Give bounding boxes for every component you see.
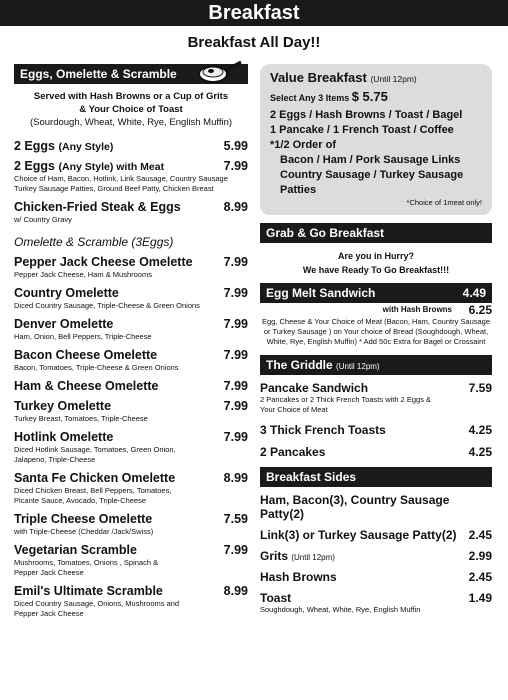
item-desc: w/ Country Gravy xyxy=(14,215,72,224)
subtitle: Breakfast All Day!! xyxy=(187,34,321,51)
item-name: Santa Fe Chicken Omelette xyxy=(14,471,176,485)
egg-melt-band xyxy=(260,283,492,303)
menu-item xyxy=(14,512,248,537)
menu-item xyxy=(14,543,248,578)
item-price: 7.99 xyxy=(223,255,248,269)
item-price: 7.99 xyxy=(223,348,248,362)
value-hours: (Until 12pm) xyxy=(370,74,417,84)
item-price: 5.99 xyxy=(223,139,248,153)
item-name: 2 Eggs xyxy=(14,139,55,153)
item-desc: Diced Country Sausage, Triple-Cheese & Green Onions xyxy=(14,301,200,310)
item-desc: Diced Country Sausage, Onions, Mushrooms and Pepper Jack Cheese xyxy=(14,599,180,618)
item-desc: Turkey Breast, Tomatoes, Triple-Cheese xyxy=(14,414,148,423)
item-desc: Soughdough, Wheat, White, Rye, English Muffin xyxy=(260,605,421,614)
grab-line: We have Ready To Go Breakfast!!! xyxy=(302,265,450,275)
menu-item xyxy=(260,549,492,563)
menu-item xyxy=(14,139,248,153)
value-choice-note: *Choice of 1meat only! xyxy=(406,198,482,207)
value-title: Value Breakfast xyxy=(270,70,367,85)
egg-melt-desc: Egg, Cheese & Your Choice of Meat (Bacon, Ham, Country Sausage or Turkey Sausage ) on Your choice of Bread (Soughdough, Wheat, White, Rye, English Muffin) * Add 50c Extra for Bagel or Crossaint xyxy=(261,317,491,346)
value-line: *1/2 Order of xyxy=(270,139,337,151)
item-name: Turkey Omelette xyxy=(14,399,112,413)
item-price: 2.45 xyxy=(468,528,492,542)
value-select: Select Any 3 Items xyxy=(270,93,350,103)
item-price: 8.99 xyxy=(223,200,248,214)
item-desc: Pepper Jack Cheese, Ham & Mushrooms xyxy=(14,270,152,279)
value-line: 1 Pancake / 1 French Toast / Coffee xyxy=(270,124,454,136)
item-name: Chicken-Fried Steak & Eggs xyxy=(14,200,181,214)
menu-item xyxy=(14,200,248,225)
item-hours: (Until 12pm) xyxy=(291,553,335,562)
item-price: 7.99 xyxy=(223,379,248,393)
item-name: Bacon Cheese Omelette xyxy=(14,348,158,362)
menu-item xyxy=(14,471,248,506)
egg-melt-sub-label: with Hash Browns xyxy=(382,305,452,314)
item-paren: (Any Style) with Meat xyxy=(58,161,165,173)
menu-item xyxy=(14,159,248,194)
item-name: Ham & Cheese Omelette xyxy=(14,379,159,393)
value-line: Country Sausage / Turkey Sausage Patties xyxy=(280,169,464,196)
note-line: & Your Choice of Toast xyxy=(79,104,183,115)
menu-item xyxy=(14,317,248,342)
page-title: Breakfast xyxy=(0,0,508,26)
item-price: 8.99 xyxy=(223,471,248,485)
item-price: 7.99 xyxy=(223,286,248,300)
menu-item xyxy=(14,255,248,280)
item-name: Vegetarian Scramble xyxy=(14,543,137,557)
item-name: Hash Browns xyxy=(260,570,337,584)
menu-item xyxy=(260,591,492,615)
omelette-heading: Omelette & Scramble (3Eggs) xyxy=(14,235,174,249)
egg-melt-sub-price: 6.25 xyxy=(468,303,492,317)
item-price: 4.25 xyxy=(468,423,492,437)
item-name: 2 Pancakes xyxy=(260,445,326,459)
item-price: 2.99 xyxy=(468,549,492,563)
item-name: Triple Cheese Omelette xyxy=(14,512,153,526)
grab-go-text xyxy=(260,249,492,277)
egg-melt-price: 4.49 xyxy=(462,286,486,300)
value-line: 2 Eggs / Hash Browns / Toast / Bagel xyxy=(270,109,463,121)
menu-item xyxy=(14,379,248,393)
item-name: Ham, Bacon(3), Country Sausage Patty(2) xyxy=(260,493,450,521)
item-name: Denver Omelette xyxy=(14,317,114,331)
item-price: 7.99 xyxy=(223,399,248,413)
menu-item xyxy=(14,399,248,424)
item-price: 7.99 xyxy=(223,159,248,173)
left-column xyxy=(14,64,248,619)
item-name: Pancake Sandwich xyxy=(260,381,369,395)
menu-item xyxy=(14,286,248,311)
note-line: (Sourdough, Wheat, White, Rye, English Muffin) xyxy=(29,117,233,128)
menu-item xyxy=(260,493,492,521)
menu-item xyxy=(14,430,248,465)
menu-item xyxy=(260,445,492,459)
item-name: Emil's Ultimate Scramble xyxy=(14,584,163,598)
served-with-note xyxy=(14,90,248,129)
item-name: 3 Thick French Toasts xyxy=(260,423,386,437)
griddle-hours: (Until 12pm) xyxy=(336,362,380,371)
item-name: Pepper Jack Cheese Omelette xyxy=(14,255,193,269)
grab-go-band: Grab & Go Breakfast xyxy=(260,223,492,243)
item-name: Grits xyxy=(260,549,289,563)
item-desc: Bacon, Tomatoes, Triple-Cheese & Green Onions xyxy=(14,363,179,372)
item-desc: Diced Hotlink Sausage, Tomatoes, Green Onion, Jalapeno, Triple-Cheese xyxy=(14,445,176,464)
menu-item xyxy=(260,570,492,584)
frying-pan-icon xyxy=(196,56,242,86)
item-desc: 2 Pancakes or 2 Thick French Toasts with 2 Eggs & Your Choice of Meat xyxy=(260,395,432,414)
grab-line: Are you in Hurry? xyxy=(337,251,414,261)
egg-melt-sub xyxy=(260,303,492,317)
item-price: 7.99 xyxy=(223,317,248,331)
item-paren: (Any Style) xyxy=(58,141,114,153)
value-price: $ 5.75 xyxy=(351,89,388,104)
value-breakfast-box xyxy=(260,64,492,215)
item-name: Hotlink Omelette xyxy=(14,430,114,444)
right-column xyxy=(260,64,492,615)
value-line: Bacon / Ham / Pork Sausage Links xyxy=(280,154,461,166)
item-price: 2.45 xyxy=(468,570,492,584)
item-desc: Mushrooms, Tomatoes, Onions , Spinach & Pepper Jack Cheese xyxy=(14,558,159,577)
item-price: 7.99 xyxy=(223,430,248,444)
menu-item xyxy=(14,584,248,619)
menu-item xyxy=(14,348,248,373)
item-price: 8.99 xyxy=(223,584,248,598)
item-price: 7.59 xyxy=(468,381,492,395)
item-price: 4.25 xyxy=(468,445,492,459)
eggs-band-label: Eggs, Omelette & Scramble xyxy=(20,67,177,81)
item-desc: Diced Chicken Breast, Bell Peppers, Tomatoes, Picante Sauce, Avocado, Triple-Cheese xyxy=(14,486,172,505)
egg-melt-label: Egg Melt Sandwich xyxy=(266,286,376,300)
eggs-band xyxy=(14,64,248,84)
item-desc: with Triple-Cheese (Cheddar /Jack/Swiss) xyxy=(14,527,154,536)
item-name: Toast xyxy=(260,591,292,605)
griddle-label: The Griddle xyxy=(266,358,333,372)
menu-item xyxy=(260,423,492,437)
sides-band: Breakfast Sides xyxy=(260,467,492,487)
item-name: Link(3) or Turkey Sausage Patty(2) xyxy=(260,528,457,542)
note-line: Served with Hash Browns or a Cup of Grits xyxy=(33,91,229,102)
item-name: Country Omelette xyxy=(14,286,119,300)
griddle-band xyxy=(260,355,492,375)
menu-item xyxy=(260,528,492,542)
item-price: 1.49 xyxy=(468,591,492,605)
item-price: 7.59 xyxy=(223,512,248,526)
item-desc: Choice of Ham, Bacon, Hotlink, Link Sausage, Country Sausage Turkey Sausage Patties, Ground Beef Patty, Chicken Breast xyxy=(14,174,228,193)
item-price: 7.99 xyxy=(223,543,248,557)
item-desc: Ham, Onion, Bell Peppers, Triple-Cheese xyxy=(14,332,152,341)
menu-item xyxy=(260,381,492,415)
item-name: 2 Eggs xyxy=(14,159,55,173)
